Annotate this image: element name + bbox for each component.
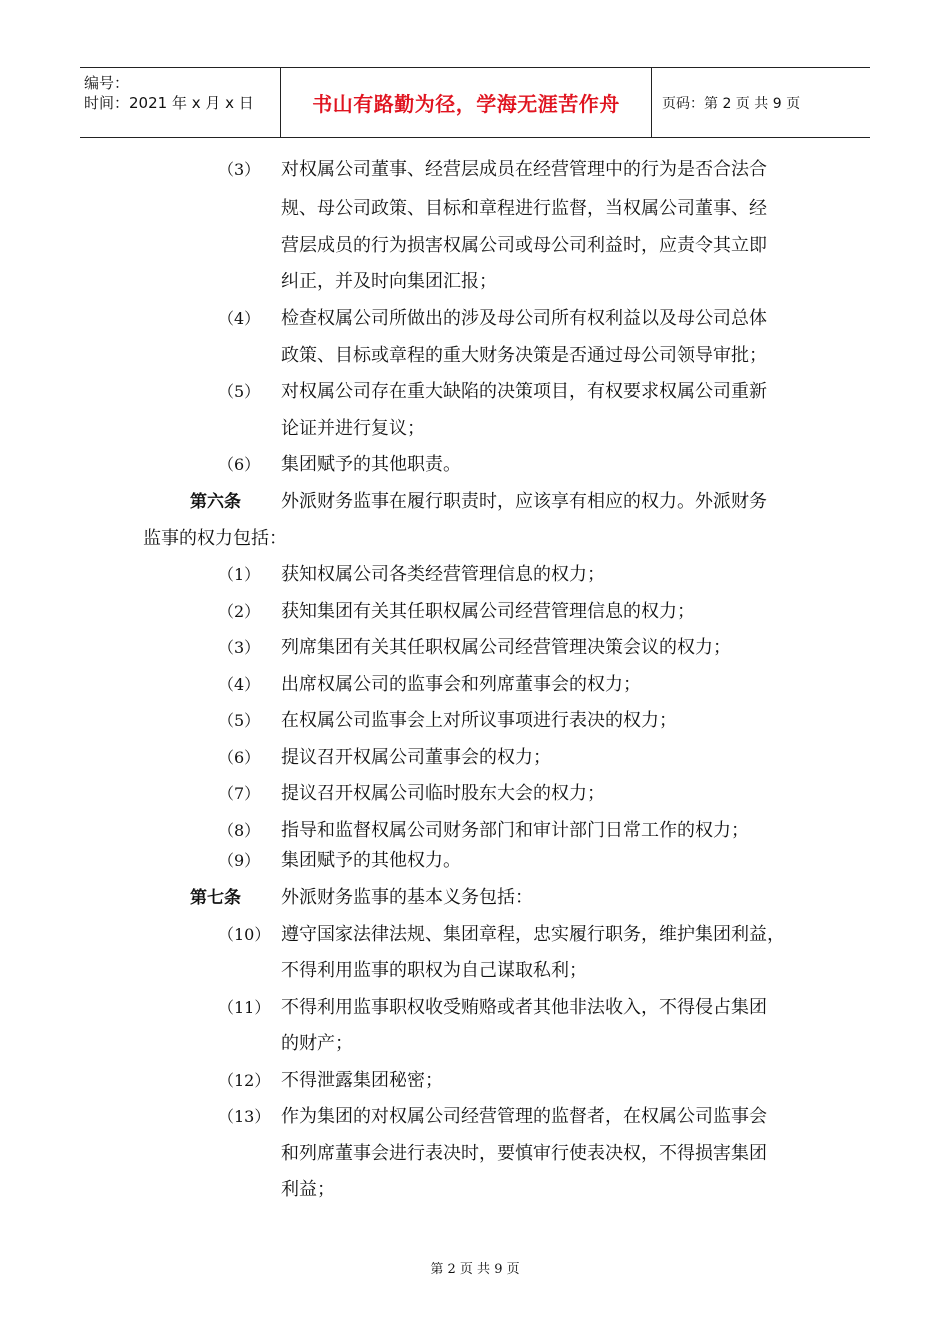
item-number: （2）	[218, 602, 261, 621]
text-line: 对权属公司董事、经营层成员在经营管理中的行为是否合法合	[281, 159, 767, 180]
item-number: （6）	[218, 748, 261, 767]
item-number: （6）	[218, 455, 261, 474]
page-header	[80, 67, 870, 138]
item-number: （8）	[218, 821, 261, 840]
page-footer: 第 2 页 共 9 页	[430, 1262, 520, 1277]
header-page-info: 页码：第 2 页 共 9 页	[662, 95, 801, 112]
text-line: 不得泄露集团秘密；	[281, 1070, 443, 1091]
text-line: 不得利用监事的职权为自己谋取私利；	[281, 960, 587, 981]
text-line: 集团赋予的其他权力。	[281, 850, 461, 871]
item-number: （9）	[218, 851, 261, 870]
document-number-label: 编号：	[84, 74, 130, 92]
text-line: 获知权属公司各类经营管理信息的权力；	[281, 564, 605, 585]
item-number: （1）	[218, 565, 261, 584]
text-line: 不得利用监事职权收受贿赂或者其他非法收入，不得侵占集团	[281, 997, 767, 1018]
text-line: 出席权属公司的监事会和列席董事会的权力；	[281, 674, 641, 695]
item-number: （12）	[218, 1071, 271, 1090]
item-number: （4）	[218, 675, 261, 694]
text-line: 列席集团有关其任职权属公司经营管理决策会议的权力；	[281, 637, 731, 658]
text-line: 遵守国家法律法规、集团章程，忠实履行职务，维护集团利益，	[281, 924, 785, 945]
item-number: （3）	[218, 160, 261, 179]
text-line: 营层成员的行为损害权属公司或母公司利益时，应责令其立即	[281, 235, 767, 256]
text-line: 集团赋予的其他职责。	[281, 454, 461, 475]
text-line: 提议召开权属公司董事会的权力；	[281, 747, 551, 768]
item-number: （5）	[218, 711, 261, 730]
text-line: 规、母公司政策、目标和章程进行监督，当权属公司董事、经	[281, 198, 767, 219]
item-number: （11）	[218, 998, 271, 1017]
text-line: 政策、目标或章程的重大财务决策是否通过母公司领导审批；	[281, 345, 767, 366]
text-line: 提议召开权属公司临时股东大会的权力；	[281, 783, 605, 804]
item-number: （4）	[218, 309, 261, 328]
text-line: 的财产；	[281, 1033, 353, 1054]
item-number: （5）	[218, 382, 261, 401]
item-number: （3）	[218, 638, 261, 657]
item-number: （10）	[218, 925, 271, 944]
article-label: 第六条	[190, 492, 241, 512]
document-time-label: 时间：2021 年 x 月 x 日	[84, 94, 254, 112]
text-line: 在权属公司监事会上对所议事项进行表决的权力；	[281, 710, 677, 731]
item-number: （7）	[218, 784, 261, 803]
text-line: 监事的权力包括：	[143, 528, 287, 549]
text-line: 指导和监督权属公司财务部门和审计部门日常工作的权力；	[281, 820, 749, 841]
header-motto: 书山有路勤为径，学海无涯苦作舟	[281, 68, 652, 137]
text-line: 获知集团有关其任职权属公司经营管理信息的权力；	[281, 601, 695, 622]
text-line: 外派财务监事在履行职责时，应该享有相应的权力。外派财务	[281, 491, 767, 512]
header-meta	[80, 68, 281, 137]
text-line: 对权属公司存在重大缺陷的决策项目，有权要求权属公司重新	[281, 381, 767, 402]
article-label: 第七条	[190, 888, 241, 908]
text-line: 纠正，并及时向集团汇报；	[281, 271, 497, 292]
item-number: （13）	[218, 1107, 271, 1126]
text-line: 利益；	[281, 1179, 335, 1200]
text-line: 外派财务监事的基本义务包括：	[281, 887, 533, 908]
text-line: 检查权属公司所做出的涉及母公司所有权利益以及母公司总体	[281, 308, 767, 329]
text-line: 和列席董事会进行表决时，要慎审行使表决权，不得损害集团	[281, 1143, 767, 1164]
text-line: 论证并进行复议；	[281, 418, 425, 439]
text-line: 作为集团的对权属公司经营管理的监督者，在权属公司监事会	[281, 1106, 767, 1127]
